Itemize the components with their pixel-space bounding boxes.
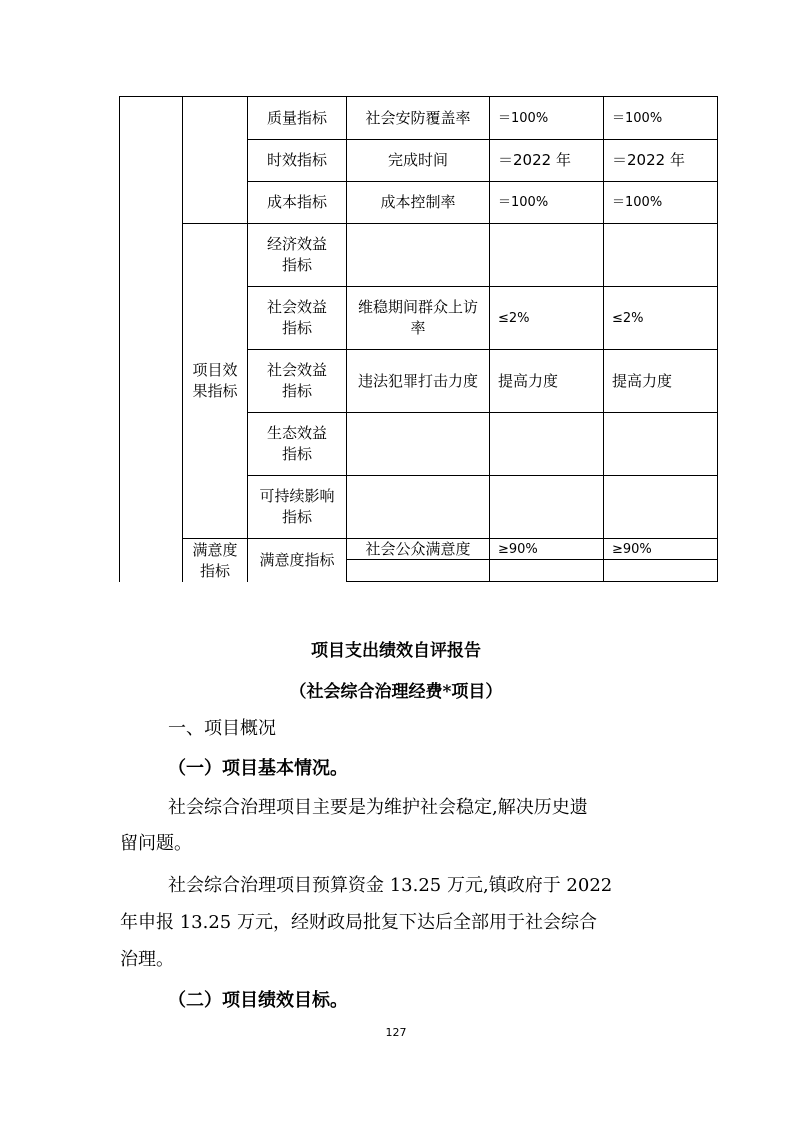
metric-name-cell: 完成时间 <box>387 151 448 169</box>
actual-value-cell: 提高力度 <box>612 371 673 390</box>
indicator-cell: 成本指标 <box>266 193 327 211</box>
paragraph-line: 社会综合治理项目主要是为维护社会稳定,解决历史遗 <box>168 797 588 818</box>
paragraph-line: 留问题。 <box>120 833 192 854</box>
indicator-line: 指标 <box>281 382 312 400</box>
indicator-line: 生态效益 <box>266 424 327 442</box>
metric-name-line: 率 <box>410 319 426 337</box>
actual-value-cell: ≥90% <box>612 541 652 557</box>
actual-value-cell: ＝100% <box>612 195 663 210</box>
section-heading: 一、项目概况 <box>168 718 276 739</box>
metric-name-line: 维稳期间群众上访 <box>357 298 478 316</box>
actual-value-cell: ＝2022 年 <box>612 151 685 169</box>
table-border <box>119 96 120 582</box>
indicator-cell <box>248 476 346 538</box>
metric-name-cell: 成本控制率 <box>380 193 456 211</box>
indicator-line: 指标 <box>281 445 312 463</box>
group-label-line: 果指标 <box>192 382 238 400</box>
page-number: 127 <box>385 1026 407 1039</box>
indicator-cell: 时效指标 <box>266 151 327 169</box>
paragraph-line: 年申报 13.25 万元，经财政局批复下达后全部用于社会综合 <box>120 912 597 933</box>
report-title: 项目支出绩效自评报告 <box>311 641 481 661</box>
indicator-line: 指标 <box>281 319 312 337</box>
indicator-line: 经济效益 <box>266 235 327 253</box>
indicator-line: 社会效益 <box>266 298 327 316</box>
metric-name-cell <box>347 287 489 349</box>
target-value-cell: ＝100% <box>498 195 549 210</box>
group-label-effect <box>183 224 247 538</box>
indicator-cell: 质量指标 <box>266 108 327 127</box>
group-label-line: 指标 <box>199 561 230 580</box>
target-value-cell: 提高力度 <box>498 371 559 390</box>
group-label-line: 满意度 <box>192 540 238 559</box>
report-subtitle: （社会综合治理经费*项目） <box>289 682 503 702</box>
metric-name-cell: 社会安防覆盖率 <box>365 108 471 127</box>
subsection-heading: （一）项目基本情况。 <box>168 758 348 779</box>
target-value-cell: ＝2022 年 <box>498 151 571 169</box>
subsection-heading: （二）项目绩效目标。 <box>168 990 348 1011</box>
indicator-line: 社会效益 <box>266 361 327 379</box>
group-label-satisfaction <box>183 539 247 582</box>
indicator-cell <box>248 350 346 412</box>
actual-value-cell: ＝100% <box>612 110 663 126</box>
indicator-cell <box>248 413 346 475</box>
actual-value-cell: ≤2% <box>612 310 644 326</box>
target-value-cell: ≤2% <box>498 310 530 326</box>
indicator-cell <box>248 224 346 286</box>
paragraph-line: 治理。 <box>120 949 174 970</box>
table-border <box>346 581 718 582</box>
table-border <box>717 96 718 582</box>
group-label-line: 项目效 <box>192 361 238 379</box>
indicator-line: 指标 <box>281 508 312 526</box>
metric-name-cell: 违法犯罪打击力度 <box>357 371 478 390</box>
indicator-line: 可持续影响 <box>259 487 335 505</box>
metric-name-cell: 社会公众满意度 <box>365 539 471 558</box>
target-value-cell: ≥90% <box>498 541 538 557</box>
indicator-cell <box>248 287 346 349</box>
indicator-line: 指标 <box>281 256 312 274</box>
indicator-cell: 满意度指标 <box>259 551 335 569</box>
target-value-cell: ＝100% <box>498 110 549 126</box>
paragraph-line: 社会综合治理项目预算资金 13.25 万元,镇政府于 2022 <box>168 875 613 896</box>
